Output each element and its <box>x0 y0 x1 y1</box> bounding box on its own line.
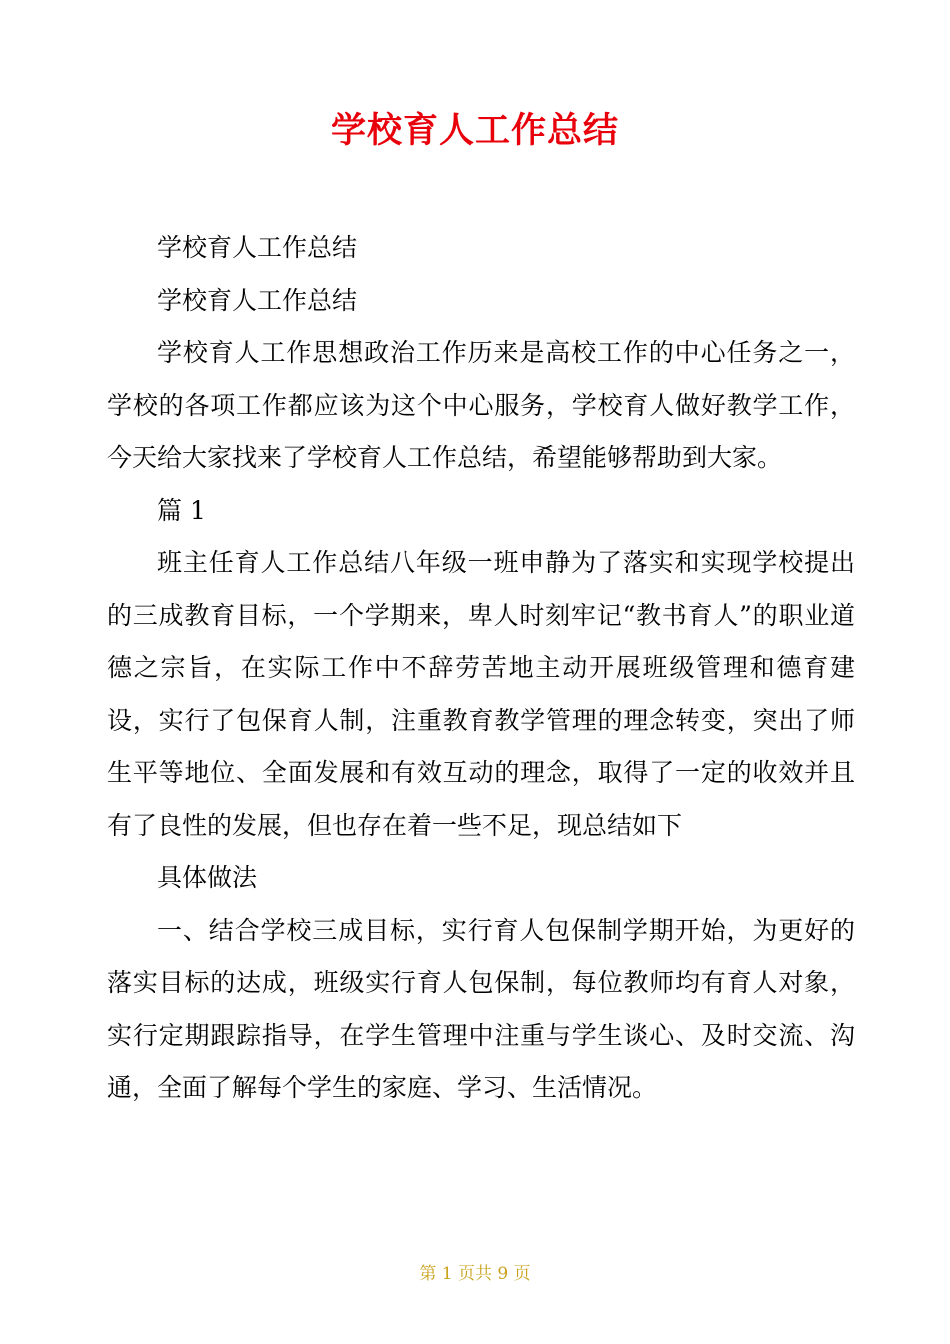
paragraph-summary: 班主任育人工作总结八年级一班申静为了落实和实现学校提出的三成教育目标，一个学期来，卑人时刻牢记“教书育人”的职业道德之宗旨，在实际工作中不辞劳苦地主动开展班级管理和德育建设，实行了包保育人制，注重教育教学管理的理念转变，突出了师生平等地位、全面发展和有效互动的理念，取得了一定的收效并且有了良性的发展，但也存在着一些不足，现总结如下 <box>107 548 855 840</box>
document-title: 学校育人工作总结 <box>330 111 619 151</box>
paragraph-method-one: 一、结合学校三成目标，实行育人包保制学期开始，为更好的落实目标的达成，班级实行育人包保制，每位教师均有育人对象，实行定期跟踪指导，在学生管理中注重与学生谈心、及时交流、沟通，全面了解每个学生的家庭、学习、生活情况。 <box>107 915 855 1102</box>
paragraph-intro: 学校育人工作思想政治工作历来是高校工作的中心任务之一，学校的各项工作都应该为这个中心服务，学校育人做好教学工作，今天给大家找来了学校育人工作总结，希望能够帮助到大家。 <box>107 338 855 472</box>
paragraph-section-heading: 篇 1 <box>157 495 206 525</box>
paragraph-method-heading: 具体做法 <box>157 863 258 892</box>
paragraph-subtitle-2: 学校育人工作总结 <box>157 285 358 315</box>
document-body <box>107 222 855 1115</box>
page-number-footer: 第 1 页共 9 页 <box>419 1264 531 1284</box>
paragraph-subtitle-1: 学校育人工作总结 <box>157 233 358 262</box>
